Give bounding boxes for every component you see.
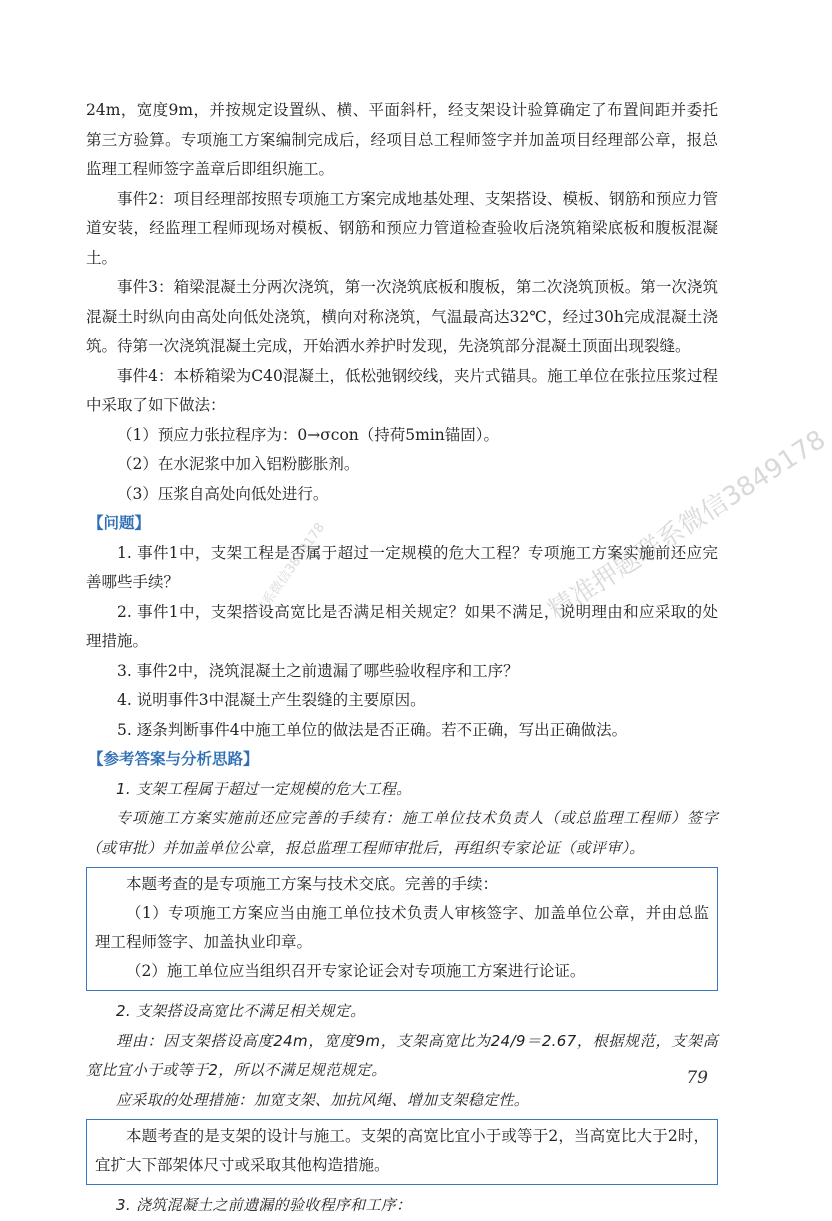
- questions-heading: 【问题】: [88, 514, 151, 532]
- answer-1-conclusion: 1. 支架工程属于超过一定规模的危大工程。: [116, 779, 412, 798]
- question-5: 5. 逐条判断事件4中施工单位的做法是否正确。若不正确，写出正确做法。: [117, 720, 628, 739]
- paragraph-event3: 事件3：箱梁混凝土分两次浇筑，第一次浇筑底板和腹板，第二次浇筑顶板。第一次浇筑混凝土时纵向由高处向低处浇筑，横向对称浇筑，气温最高达32℃，经过30h完成混凝土浇筑。待第一次浇筑混凝土完成，开始洒水养护时发现，先浇筑部分混凝土顶面出现裂缝。: [86, 278, 718, 355]
- question-2: 2. 事件1中，支架搭设高宽比是否满足相关规定？如果不满足，说明理由和应采取的处理措施。: [86, 602, 718, 650]
- answer-2-conclusion: 2. 支架搭设高宽比不满足相关规定。: [116, 1002, 366, 1020]
- paragraph-event1-continued: 24m，宽度9m，并按规定设置纵、横、平面斜杆，经支架设计验算确定了布置间距并委托第三方验算。专项施工方案编制完成后，经项目总工程师签字并加盖项目经理部公章，报总监理工程师签字盖章后即组织施工。: [86, 101, 718, 178]
- watermark-small: 联系微信3849178: [252, 520, 329, 619]
- answer-2-reason: 理由：因支架搭设高度24m，宽度9m，支架高宽比为24/9＝2.67，根据规范，支架高宽比宜小于或等于2，所以不满足规范规定。: [86, 1031, 718, 1079]
- watermark-large: 精准押题联系微信3849178: [543, 424, 832, 627]
- paragraph-event4: 事件4：本桥箱梁为C40混凝土，低松弛钢绞线，夹片式锚具。施工单位在张拉压浆过程中采取了如下做法：: [86, 366, 718, 414]
- event4-item-2: （2）在水泥浆中加入铝粉膨胀剂。: [117, 455, 360, 473]
- event4-item-1: （1）预应力张拉程序为：0→σcon（持荷5min锚固）。: [117, 425, 500, 444]
- analysis-1-intro: 本题考查的是专项施工方案与技术交底。完善的手续：: [126, 875, 499, 893]
- analysis-1-item-2: （2）施工单位应当组织召开专家论证会对专项施工方案进行论证。: [126, 962, 586, 980]
- analysis-1-item-1: （1）专项施工方案应当由施工单位技术负责人审核签字、加盖单位公章，并由总监理工程师签字、加盖执业印章。: [95, 904, 709, 951]
- page-content: [86, 96, 718, 1221]
- answer-1-detail: 专项施工方案实施前还应完善的手续有：施工单位技术负责人（或总监理工程师）签字（或审批）并加盖单位公章，报总监理工程师审批后，再组织专家论证（或评审）。: [86, 809, 718, 857]
- analysis-box-1: [86, 867, 718, 991]
- answer-3-intro: 3. 浇筑混凝土之前遗漏的验收程序和工序：: [116, 1196, 412, 1214]
- answers-heading: 【参考答案与分析思路】: [88, 750, 259, 768]
- analysis-2-text: 本题考查的是支架的设计与施工。支架的高宽比宜小于或等于2，当高宽比大于2时，宜扩大下部架体尺寸或采取其他构造措施。: [95, 1127, 709, 1174]
- page-number: 79: [686, 1068, 708, 1088]
- analysis-box-2: [86, 1119, 718, 1185]
- event4-item-3: （3）压浆自高处向低处进行。: [117, 484, 329, 503]
- paragraph-event2: 事件2：项目经理部按照专项施工方案完成地基处理、支架搭设、模板、钢筋和预应力管道安装，经监理工程师现场对模板、钢筋和预应力管道检查验收后浇筑箱梁底板和腹板混凝土。: [86, 189, 718, 267]
- answer-2-measures: 应采取的处理措施：加宽支架、加抗风绳、增加支架稳定性。: [116, 1090, 530, 1109]
- question-4: 4. 说明事件3中混凝土产生裂缝的主要原因。: [117, 691, 426, 709]
- question-3: 3. 事件2中，浇筑混凝土之前遗漏了哪些验收程序和工序？: [117, 661, 519, 680]
- question-1: 1. 事件1中，支架工程是否属于超过一定规模的危大工程？专项施工方案实施前还应完善哪些手续？: [86, 543, 718, 591]
